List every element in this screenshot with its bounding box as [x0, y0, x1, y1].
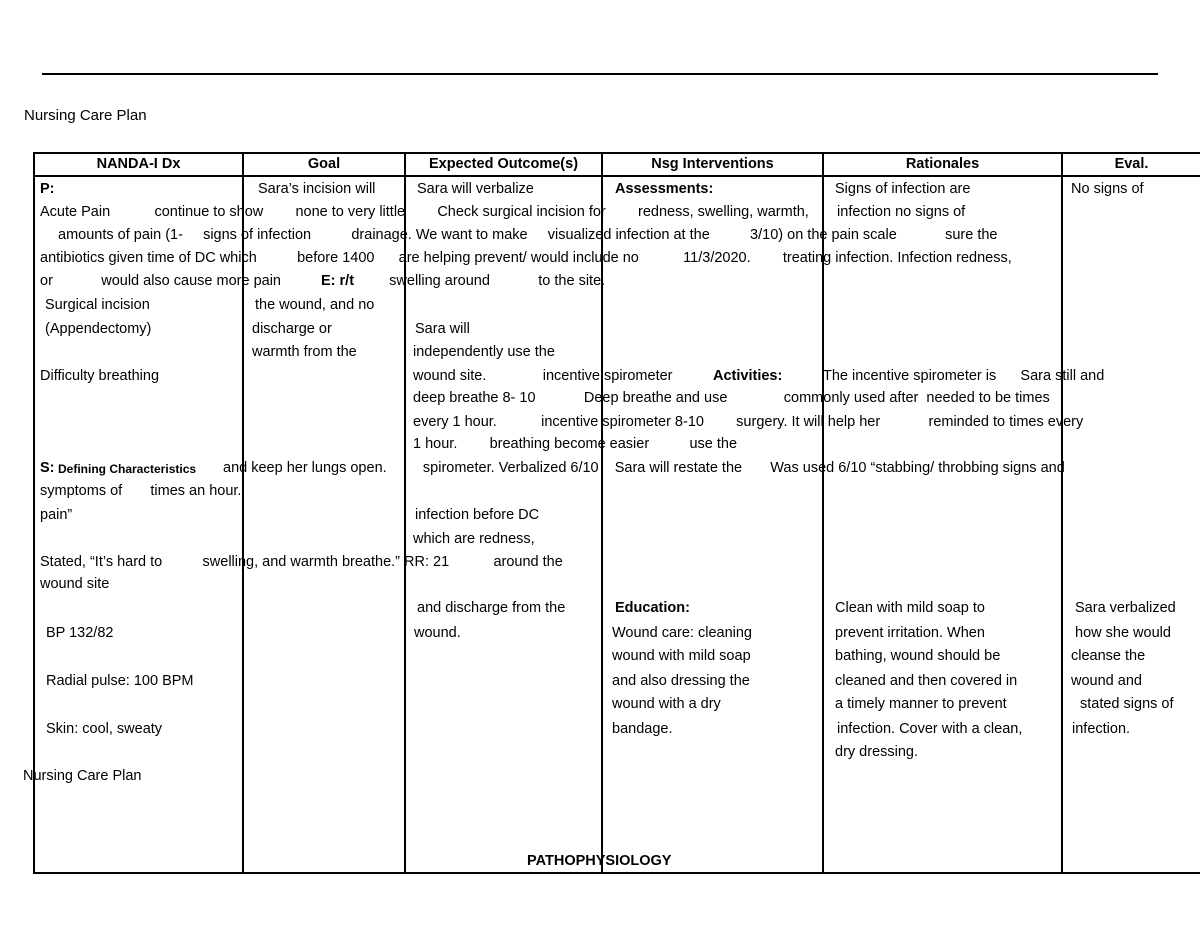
cell-text: or would also cause more pain	[40, 273, 286, 289]
cell-text: cleaned and then covered in	[835, 673, 1018, 689]
cell-text: Surgical incision	[45, 297, 150, 313]
cell-text: prevent irritation. When	[835, 625, 985, 641]
cell-text: dry dressing.	[835, 744, 919, 760]
cell-text: wound site. incentive spirometer	[413, 368, 677, 384]
cell-text: Sara’s incision will	[258, 181, 376, 197]
cell-text: infection before DC	[415, 507, 540, 523]
cell-text: S:	[40, 460, 55, 476]
cell-text: Signs of infection are	[835, 181, 971, 197]
cell-text: every 1 hour. incentive spirometer 8-10 surgery. It will help her reminded to times every	[413, 414, 1084, 430]
cell-text: Skin: cool, sweaty	[46, 721, 163, 737]
cell-text: 1 hour. breathing become easier use the	[413, 436, 738, 452]
cell-text: antibiotics given time of DC which before 1400 are helping prevent/ would include no 11/3/2020. treating infection. Infection redness,	[40, 250, 1012, 266]
cell-text: a timely manner to prevent	[835, 696, 1007, 712]
cell-text: Assessments:	[615, 181, 714, 197]
cell-text: No signs of	[1071, 181, 1144, 197]
cell-text: infection.	[1072, 721, 1131, 737]
cell-text: Acute Pain continue to show none to very little Check surgical incision for redness, swelling, warmth, infection no signs of	[40, 204, 966, 220]
cell-text: wound.	[414, 625, 461, 641]
header-divider	[33, 175, 1200, 177]
cell-text: Sara will	[415, 321, 470, 337]
cell-text: The incentive spirometer is Sara still and	[823, 368, 1105, 384]
cell-text: Difficulty breathing	[40, 368, 160, 384]
cell-text: and discharge from the	[417, 600, 566, 616]
cell-text: P:	[40, 181, 55, 197]
repeat-title: Nursing Care Plan	[23, 768, 142, 784]
cell-text: the wound, and no	[255, 297, 375, 313]
cell-text: pain”	[40, 507, 73, 523]
top-rule	[42, 73, 1158, 75]
header-eval: Eval.	[1114, 156, 1149, 172]
cell-text: bathing, wound should be	[835, 648, 1001, 664]
header-rationales: Rationales	[905, 156, 980, 172]
header-nsg-interventions: Nsg Interventions	[651, 156, 774, 172]
header-expected-outcomes: Expected Outcome(s)	[428, 156, 579, 172]
cell-text: Sara will verbalize	[417, 181, 534, 197]
cell-text: Defining Characteristics	[58, 462, 197, 476]
cell-text: cleanse the	[1071, 648, 1146, 664]
cell-text: symptoms of times an hour.	[40, 483, 242, 499]
cell-text: and keep her lungs open. spirometer. Verbalized 6/10 Sara will restate the Was used 6/10 “stabbing/ throbbing signs and	[223, 460, 1065, 476]
cell-text: which are redness,	[413, 531, 535, 547]
cell-text: Clean with mild soap to	[835, 600, 985, 616]
cell-text: bandage.	[612, 721, 673, 737]
cell-text: BP 132/82	[46, 625, 114, 641]
cell-text: and also dressing the	[612, 673, 750, 689]
cell-text: Sara verbalized	[1075, 600, 1176, 616]
cell-text: amounts of pain (1- signs of infection drainage. We want to make visualized infection at the 3/10) on the pain scale sure the	[58, 227, 998, 243]
column-divider	[1061, 152, 1063, 874]
cell-text: swelling around to the site.	[365, 273, 606, 289]
cell-text: E: r/t	[321, 273, 355, 289]
cell-text: stated signs of	[1080, 696, 1174, 712]
cell-text: wound with a dry	[612, 696, 721, 712]
pathophysiology-heading: PATHOPHYSIOLOGY	[527, 853, 672, 869]
cell-text: wound with mild soap	[612, 648, 751, 664]
cell-text: Stated, “It’s hard to swelling, and warmth breathe.” RR: 21 around the	[40, 554, 563, 570]
cell-text: Activities:	[713, 368, 783, 384]
cell-text: deep breathe 8- 10 Deep breathe and use commonly used after needed to be times	[413, 390, 1050, 406]
cell-text: Education:	[615, 600, 690, 616]
header-nanda-dx: NANDA-I Dx	[96, 156, 181, 172]
cell-text: Radial pulse: 100 BPM	[46, 673, 194, 689]
cell-text: independently use the	[413, 344, 555, 360]
cell-text: Wound care: cleaning	[612, 625, 752, 641]
cell-text: wound and	[1071, 673, 1142, 689]
cell-text: infection. Cover with a clean,	[837, 721, 1023, 737]
header-goal: Goal	[307, 156, 341, 172]
cell-text: wound site	[40, 576, 110, 592]
cell-text: how she would	[1075, 625, 1171, 641]
document-title: Nursing Care Plan	[24, 107, 147, 124]
cell-text: warmth from the	[252, 344, 357, 360]
cell-text: discharge or	[252, 321, 332, 337]
cell-text: (Appendectomy)	[45, 321, 152, 337]
